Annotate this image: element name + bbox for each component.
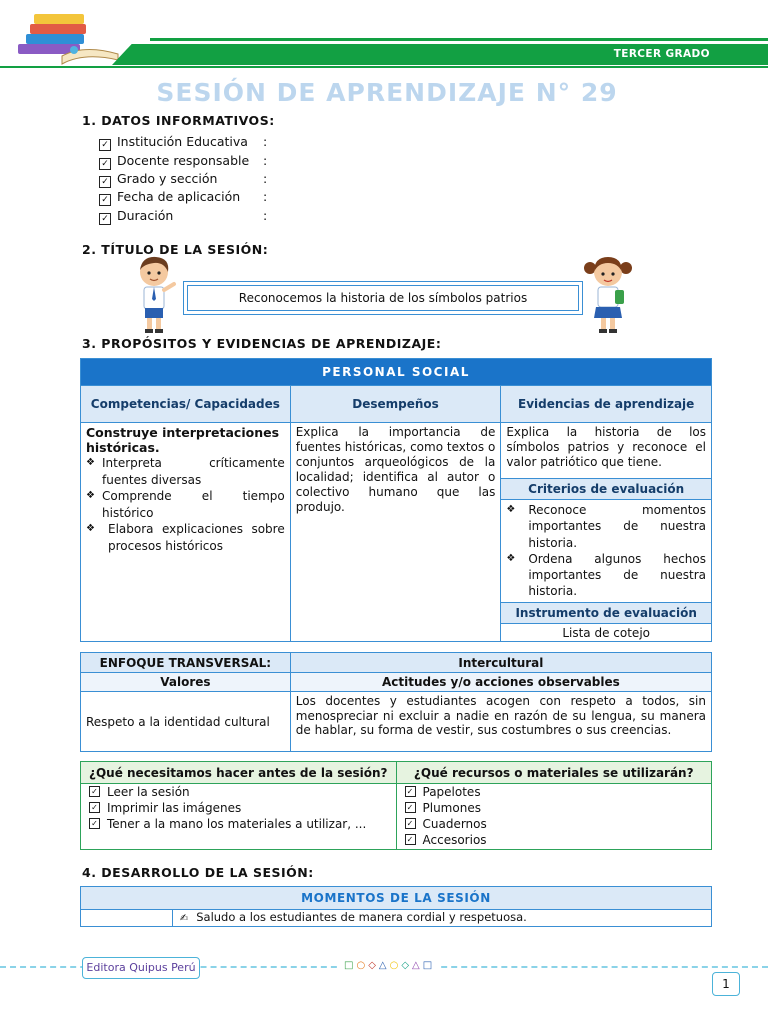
info-label: Institución Educativa	[117, 134, 248, 149]
checkbox-icon: ✓	[405, 818, 416, 829]
criterios-list	[506, 502, 706, 600]
list-item: ❖ Interpreta críticamente fuentes diversas	[86, 455, 285, 488]
purposes-table	[80, 358, 712, 642]
section-4-heading: 4. DESARROLLO DE LA SESIÓN:	[82, 865, 314, 880]
decorative-shapes-icon: □○◇△○◇△□	[340, 960, 439, 971]
momentos-header: MOMENTOS DE LA SESIÓN	[81, 887, 712, 910]
session-title-box	[183, 281, 583, 315]
list-item: ✓ Tener a la mano los materiales a utilizar, ...	[85, 816, 392, 832]
pencil-icon: ✍	[179, 913, 189, 924]
info-label: Duración	[117, 208, 174, 223]
checkbox-icon: ✓	[405, 786, 416, 797]
competencia-title: Construye interpretaciones históricas.	[86, 425, 280, 455]
header-underline	[0, 66, 768, 68]
info-row-grado	[99, 171, 268, 188]
list-item: ❖ Comprende el tiempo histórico	[86, 488, 285, 521]
antes-cell	[81, 784, 397, 850]
list-item: ✓ Accesorios	[401, 832, 708, 848]
info-row-duracion	[99, 208, 268, 225]
info-colon: :	[263, 189, 268, 204]
list-item: ✓ Imprimir las imágenes	[85, 800, 392, 816]
list-item: ✓ Cuadernos	[401, 816, 708, 832]
col-desempenos: Desempeños	[290, 386, 501, 423]
info-colon: :	[263, 208, 268, 223]
info-colon: :	[263, 153, 268, 168]
info-row-fecha	[99, 189, 268, 206]
capacidades-list	[86, 455, 285, 554]
col-antes: ¿Qué necesitamos hacer antes de la sesión?	[81, 762, 397, 784]
col-evidencias: Evidencias de aprendizaje	[501, 386, 712, 423]
col-competencias: Competencias/ Capacidades	[81, 386, 291, 423]
enfoque-table	[80, 652, 712, 752]
page-title: SESIÓN DE APRENDIZAJE N° 29	[156, 78, 618, 107]
enfoque-label: ENFOQUE TRANSVERSAL:	[81, 653, 291, 673]
boy-illustration	[130, 254, 180, 336]
checkbox-icon: ✓	[99, 194, 111, 206]
checkbox-icon: ✓	[89, 802, 100, 813]
recursos-cell	[396, 784, 712, 850]
valor-cell: Respeto a la identidad cultural	[81, 692, 291, 752]
enfoque-value: Intercultural	[290, 653, 711, 673]
preparation-table	[80, 761, 712, 850]
girl-illustration	[582, 254, 634, 336]
list-item: ✓ Leer la sesión	[85, 784, 392, 800]
section-3-heading: 3. PROPÓSITOS Y EVIDENCIAS DE APRENDIZAJE:	[82, 336, 442, 351]
section-2-heading: 2. TÍTULO DE LA SESIÓN:	[82, 242, 269, 257]
checkbox-icon: ✓	[99, 139, 111, 151]
list-item: ✓ Papelotes	[401, 784, 708, 800]
momento-label-cell	[81, 910, 173, 927]
editora-label: Editora Quipus Perú	[82, 957, 200, 979]
info-label: Grado y sección	[117, 171, 218, 186]
desempeno-cell: Explica la importancia de fuentes históricas, como textos o conjuntos arqueológicos de la localidad; identifica al autor o colectivo humano que las produjo.	[290, 423, 501, 642]
page-number: 1	[712, 972, 740, 996]
development-table	[80, 886, 712, 927]
books-illustration	[14, 10, 124, 66]
list-item: ✓ Plumones	[401, 800, 708, 816]
section-1-heading: 1. DATOS INFORMATIVOS:	[82, 113, 275, 128]
info-label: Docente responsable	[117, 153, 250, 168]
info-row-institucion	[99, 134, 268, 151]
checkbox-icon: ✓	[405, 802, 416, 813]
competencias-cell	[81, 423, 291, 642]
session-title-text: Reconocemos la historia de los símbolos patrios	[187, 285, 579, 311]
info-row-docente	[99, 153, 268, 170]
instrumento-header: Instrumento de evaluación	[501, 603, 712, 624]
checkbox-icon: ✓	[99, 213, 111, 225]
checkbox-icon: ✓	[99, 158, 111, 170]
grade-label: TERCER GRADO	[613, 48, 710, 60]
col-actitudes: Actitudes y/o acciones observables	[290, 673, 711, 692]
checkbox-icon: ✓	[89, 818, 100, 829]
area-header: PERSONAL SOCIAL	[81, 359, 712, 386]
list-item: ❖ Elabora explicaciones sobre procesos históricos	[86, 521, 285, 554]
info-colon: :	[263, 171, 268, 186]
info-colon: :	[263, 134, 268, 149]
list-item: ❖ Reconoce momentos importantes de nuestra historia.	[506, 502, 706, 551]
criterios-cell	[501, 500, 712, 603]
header-rule	[150, 38, 768, 41]
momento-text-cell	[172, 910, 711, 927]
col-valores: Valores	[81, 673, 291, 692]
actitud-cell: Los docentes y estudiantes acogen con respeto a todos, sin menospreciar ni excluir a nadie en razón de su lengua, su manera de hablar, su forma de vestir, sus costumbres o sus creencias.	[290, 692, 711, 752]
checkbox-icon: ✓	[89, 786, 100, 797]
checkbox-icon: ✓	[405, 834, 416, 845]
momento-text: Saludo a los estudiantes de manera cordial y respetuosa.	[196, 910, 527, 924]
evidencia-cell: Explica la historia de los símbolos patrios y reconoce el valor patriótico que tiene.	[501, 423, 712, 479]
checkbox-icon: ✓	[99, 176, 111, 188]
criterios-header: Criterios de evaluación	[501, 479, 712, 500]
instrumento-value: Lista de cotejo	[501, 624, 712, 642]
col-recursos: ¿Qué recursos o materiales se utilizarán?	[396, 762, 712, 784]
info-label: Fecha de aplicación	[117, 189, 241, 204]
list-item: ❖ Ordena algunos hechos importantes de nuestra historia.	[506, 551, 706, 600]
